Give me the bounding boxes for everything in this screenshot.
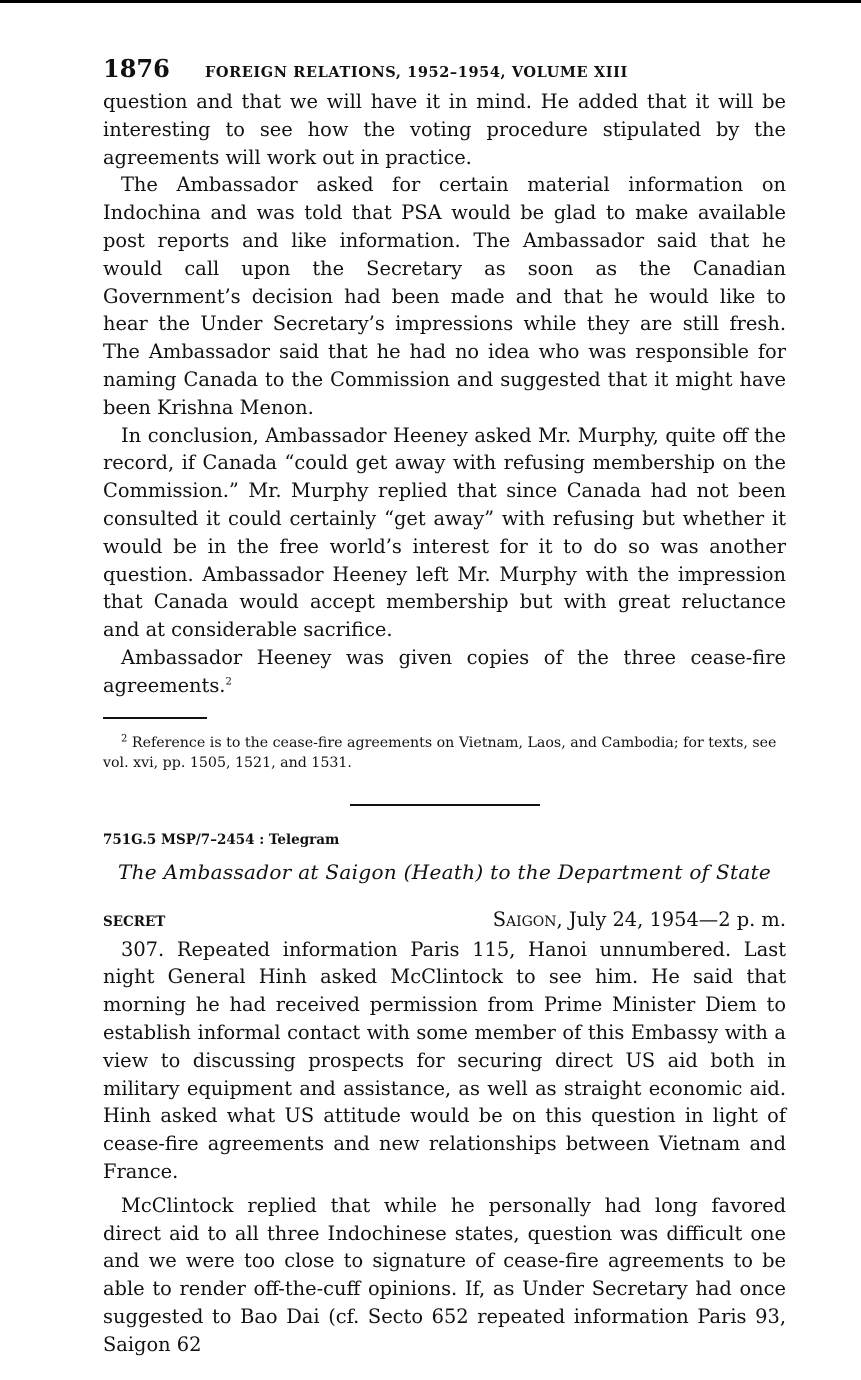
document-date-text: July 24, 1954—2 p. m. <box>568 907 786 931</box>
book-page <box>103 54 786 1358</box>
document-file-reference: 751G.5 MSP/7–2454 : Telegram <box>103 831 340 848</box>
footnote-text: Reference is to the cease-fire agreements on Vietnam, Laos, and Cambodia; for texts, see vol. xvi, pp. 1505, 1521, and 1531. <box>103 734 777 771</box>
running-head: FOREIGN RELATIONS, 1952–1954, VOLUME XIII <box>205 64 628 81</box>
footnote-rule <box>103 717 207 719</box>
page-header <box>103 54 786 88</box>
telegram-paragraph-1: 307. Repeated information Paris 115, Hanoi unnumbered. Last night General Hinh asked McClintock to see him. He said that morning he had received permission from Prime Minister Diem to establish informal contact with some member of this Embassy with a view to discussing prospects for securing direct US aid both in military equipment and assistance, as well as straight economic aid. Hinh asked what US attitude would be on this question in light of cease-fire agreements and new relationships between Vietnam and France. <box>103 937 786 1183</box>
dateline <box>103 908 786 936</box>
body-paragraph-4-text: Ambassador Heeney was given copies of the three cease-fire agreements. <box>103 645 786 697</box>
footnote-reference: 2 <box>225 676 232 688</box>
document-title: The Ambassador at Saigon (Heath) to the Department of State <box>117 859 772 884</box>
body-paragraph-4 <box>103 644 786 700</box>
scan-top-edge <box>0 0 861 3</box>
classification-label: SECRET <box>103 913 166 930</box>
document-place: Saigon, <box>492 907 563 931</box>
document-date <box>493 908 786 931</box>
body-paragraph-3: In conclusion, Ambassador Heeney asked Mr. Murphy, quite off the record, if Canada “could get away with refusing membership on the Commission.” Mr. Murphy replied that since Canada had not been consulted it could certainly “get away” with refusing but whether it would be in the free world’s interest for it to do so was another question. Ambassador Heeney left Mr. Murphy with the impression that Canada would accept membership but with great reluctance and at considerable sacrifice. <box>103 423 786 642</box>
body-paragraph-2: The Ambassador asked for certain material information on Indochina and was told that PSA would be glad to make available post reports and like information. The Ambassador said that he would call upon the Secretary as soon as the Canadian Government’s decision had been made and that he would like to hear the Under Secretary’s impressions while they are still fresh. The Ambassador said that he had no idea who was responsible for naming Canada to the Commission and suggested that it might have been Krishna Menon. <box>103 173 786 419</box>
telegram-paragraph-2: McClintock replied that while he personally had long favored direct aid to all three Indochinese states, question was difficult one and we were too close to signature of cease-fire agreements to be able to render off-the-cuff opinions. If, as Under Secretary had once suggested to Bao Dai (cf. Secto 652 repeated information Paris 93, Saigon 62 <box>103 1193 786 1356</box>
page-number: 1876 <box>103 54 170 83</box>
section-divider <box>350 804 540 806</box>
footnote-marker: 2 <box>121 732 128 744</box>
body-paragraph-1: question and that we will have it in mind. He added that it will be interesting to see how the voting procedure stipulated by the agreements will work out in practice. <box>103 90 786 169</box>
footnote <box>103 733 786 773</box>
